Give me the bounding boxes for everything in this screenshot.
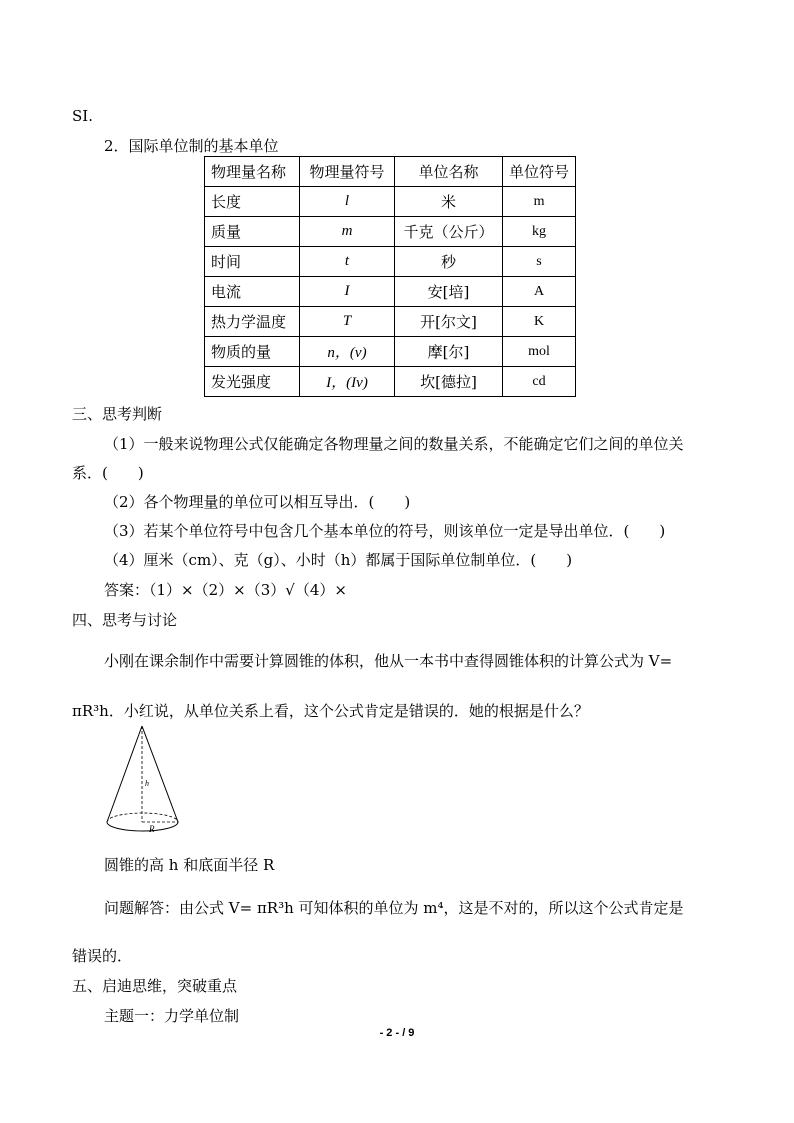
figure-caption: 圆锥的高 h 和底面半径 R: [104, 856, 275, 874]
table-cell: mol: [503, 337, 576, 367]
table-cell: 千克（公斤）: [395, 217, 503, 247]
table-cell: T: [300, 307, 395, 337]
text-si: SI.: [72, 107, 93, 125]
table-cell: 安[培]: [395, 277, 503, 307]
table-cell: kg: [503, 217, 576, 247]
table-cell: I，(Iv): [300, 367, 395, 397]
label-h: h: [145, 779, 149, 788]
table-cell: 时间: [205, 247, 300, 277]
label-r: R: [149, 824, 155, 834]
question-1-line1: （1）一般来说物理公式仅能确定各物理量之间的数量关系，不能确定它们之间的单位关: [104, 435, 684, 453]
question-2: （2）各个物理量的单位可以相互导出．( ): [104, 493, 411, 511]
table-row: [205, 277, 576, 307]
table-cell: 质量: [205, 217, 300, 247]
table-header: 单位符号: [503, 157, 576, 187]
table-cell: 秒: [395, 247, 503, 277]
cone-base-back: [107, 813, 178, 822]
table-cell: 物质的量: [205, 337, 300, 367]
question-3: （3）若某个单位符号中包含几个基本单位的符号，则该单位一定是导出单位．( ): [104, 522, 666, 540]
question-4: （4）厘米（cm）、克（g）、小时（h）都属于国际单位制单位．( ): [104, 551, 573, 569]
table-cell: I: [300, 277, 395, 307]
table-cell: 米: [395, 187, 503, 217]
answer-line: 答案：（1）×（2）×（3）√（4）×: [104, 581, 347, 599]
cone-figure: [104, 724, 184, 840]
table-cell: m: [503, 187, 576, 217]
discussion-paragraph-line1: 小刚在课余制作中需要计算圆锥的体积，他从一本书中查得圆锥体积的计算公式为 V=: [104, 652, 673, 670]
heading-base-units: 2．国际单位制的基本单位: [104, 137, 279, 155]
table-row: [205, 187, 576, 217]
table-cell: cd: [503, 367, 576, 397]
table-cell: s: [503, 247, 576, 277]
table-cell: m: [300, 217, 395, 247]
table-cell: 热力学温度: [205, 307, 300, 337]
solution-line1: 问题解答：由公式 V= πR³h 可知体积的单位为 m⁴，这是不对的，所以这个公式肯定是: [104, 899, 684, 917]
table-cell: 电流: [205, 277, 300, 307]
table-row: [205, 337, 576, 367]
table-cell: 长度: [205, 187, 300, 217]
table-cell: 发光强度: [205, 367, 300, 397]
cone-right-edge: [142, 726, 178, 822]
solution-line2: 错误的．: [72, 947, 133, 965]
cone-base-front: [107, 822, 178, 831]
table-header: 单位名称: [395, 157, 503, 187]
section-heading-inspire: 五、启迪思维，突破重点: [72, 977, 238, 995]
table-cell: 摩[尔]: [395, 337, 503, 367]
cone-left-edge: [107, 726, 142, 822]
section-heading-judgement: 三、思考判断: [72, 405, 163, 423]
page-number: - 2 - / 9: [379, 1027, 415, 1039]
table-cell: K: [503, 307, 576, 337]
topic-1: 主题一：力学单位制: [104, 1007, 240, 1025]
table-cell: A: [503, 277, 576, 307]
table-row: [205, 307, 576, 337]
discussion-paragraph-line2: πR³h．小红说，从单位关系上看，这个公式肯定是错误的．她的根据是什么？: [72, 702, 589, 720]
table-header: 物理量名称: [205, 157, 300, 187]
table-cell: t: [300, 247, 395, 277]
table-header: 物理量符号: [300, 157, 395, 187]
table-header-row: [205, 157, 576, 187]
table-cell: 坎[德拉]: [395, 367, 503, 397]
table-row: [205, 247, 576, 277]
table-row: [205, 367, 576, 397]
table-cell: l: [300, 187, 395, 217]
table-cell: 开[尔文]: [395, 307, 503, 337]
table-row: [205, 217, 576, 247]
table-cell: n，(ν): [300, 337, 395, 367]
question-1-line2: 系．( ): [72, 464, 144, 482]
si-base-units-table: [204, 156, 576, 397]
section-heading-discussion: 四、思考与讨论: [72, 611, 178, 629]
